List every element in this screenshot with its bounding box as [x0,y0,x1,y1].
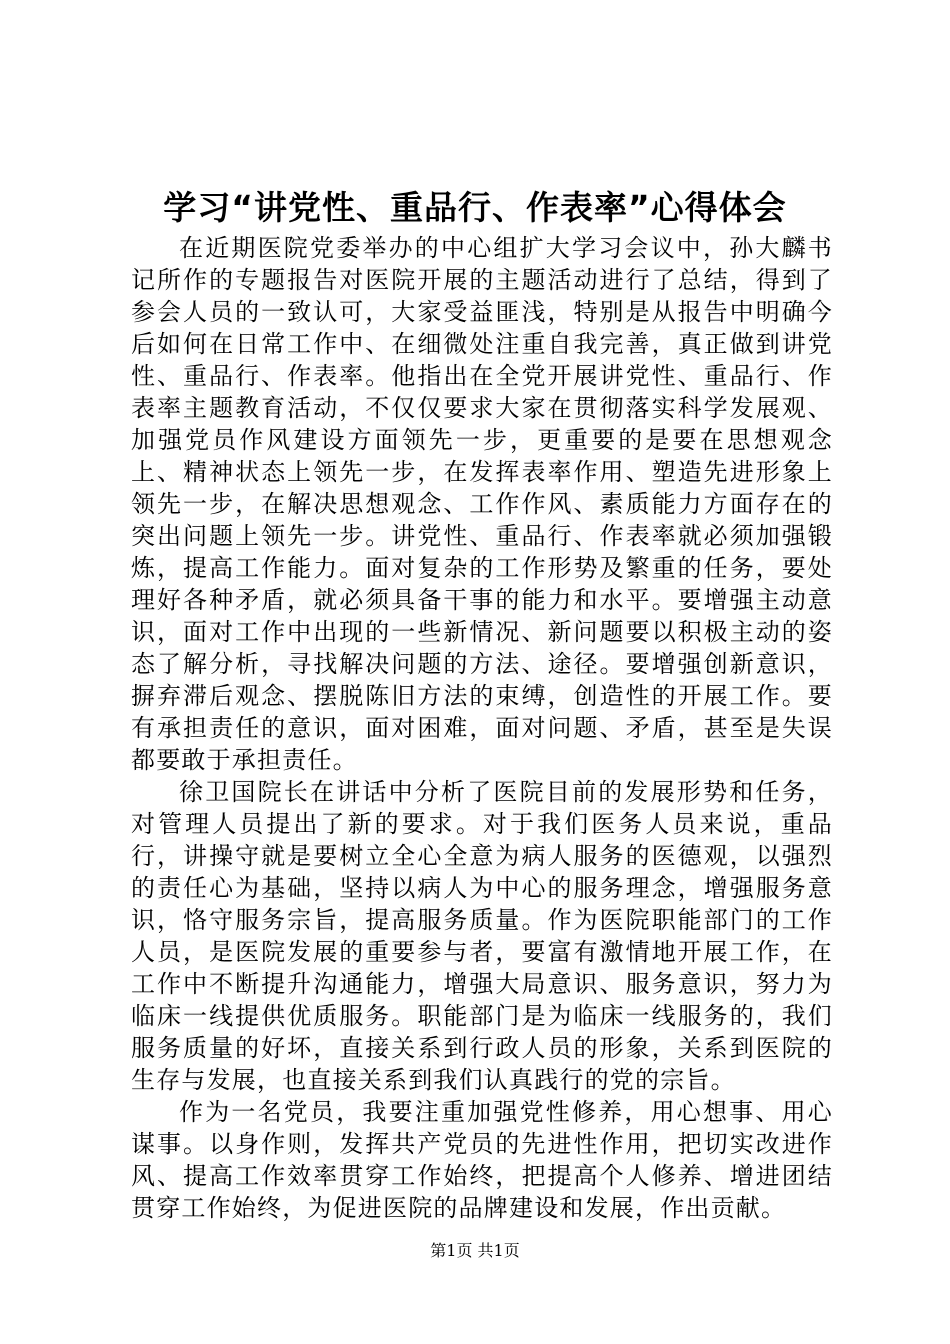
document-body [131,232,833,1224]
document-title: 学习“讲党性、重品行、作表率”心得体会 [163,188,787,227]
paragraph-1: 在近期医院党委举办的中心组扩大学习会议中，孙大麟书记所作的专题报告对医院开展的主题活动进行了总结，得到了参会人员的一致认可，大家受益匪浅，特别是从报告中明确今后如何在日常工作中、在细微处注重自我完善，真正做到讲党性、重品行、作表率。他指出在全党开展讲党性、重品行、作表率主题教育活动，不仅仅要求大家在贯彻落实科学发展观、加强党员作风建设方面领先一步，更重要的是要在思想观念上、精神状态上领先一步，在发挥表率作用、塑造先进形象上领先一步，在解决思想观念、工作作风、素质能力方面存在的突出问题上领先一步。讲党性、重品行、作表率就必须加强锻炼，提高工作能力。面对复杂的工作形势及繁重的任务，要处理好各种矛盾，就必须具备干事的能力和水平。要增强主动意识，面对工作中出现的一些新情况、新问题要以积极主动的姿态了解分析，寻找解决问题的方法、途径。要增强创新意识，摒弃滞后观念、摆脱陈旧方法的束缚，创造性的开展工作。要有承担责任的意识，面对困难，面对问题、矛盾，甚至是失误都要敢于承担责任。 [131,234,833,774]
paragraph-3: 作为一名党员，我要注重加强党性修养，用心想事、用心谋事。以身作则，发挥共产党员的先进性作用，把切实改进作风、提高工作效率贯穿工作始终，把提高个人修养、增进团结贯穿工作始终，为促进医院的品牌建设和发展，作出贡献。 [131,1098,833,1222]
paragraph-2: 徐卫国院长在讲话中分析了医院目前的发展形势和任务，对管理人员提出了新的要求。对于我们医务人员来说，重品行，讲操守就是要树立全心全意为病人服务的医德观，以强烈的责任心为基础，坚持以病人为中心的服务理念，增强服务意识，恪守服务宗旨，提高服务质量。作为医院职能部门的工作人员，是医院发展的重要参与者，要富有激情地开展工作，在工作中不断提升沟通能力，增强大局意识、服务意识，努力为临床一线提供优质服务。职能部门是为临床一线服务的，我们服务质量的好坏，直接关系到行政人员的形象，关系到医院的生存与发展，也直接关系到我们认真践行的党的宗旨。 [131,778,833,1094]
page-footer: 第1页 共1页 [430,1241,520,1260]
